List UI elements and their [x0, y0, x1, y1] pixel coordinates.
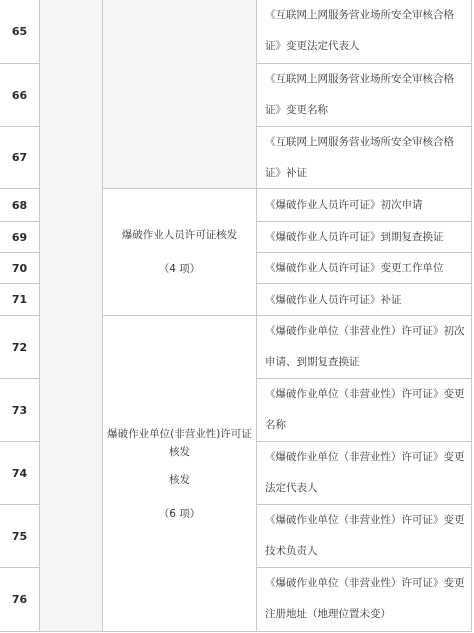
item-cell: 《爆破作业单位（非营业性）许可证》变更法定代表人 — [257, 442, 472, 505]
row-number: 74 — [0, 442, 40, 505]
item-cell: 《爆破作业单位（非营业性）许可证》变更技术负责人 — [257, 505, 472, 568]
item-cell: 《互联网上网服务营业场所安全审核合格证》变更法定代表人 — [257, 0, 472, 64]
row-number: 71 — [0, 284, 40, 316]
group-cell-blasting-personnel — [103, 189, 257, 316]
item-cell: 《爆破作业人员许可证》补证 — [257, 284, 472, 316]
row-number: 75 — [0, 505, 40, 568]
group-title-continued: 核发 — [169, 473, 190, 486]
group-cell-previous — [103, 0, 257, 189]
group-count: （6 项） — [158, 507, 201, 520]
row-number: 69 — [0, 222, 40, 253]
row-number: 72 — [0, 316, 40, 379]
row-number: 70 — [0, 253, 40, 284]
item-cell: 《爆破作业单位（非营业性）许可证》变更名称 — [257, 379, 472, 442]
item-cell: 《爆破作业单位（非营业性）许可证》初次申请、到期复查换证 — [257, 316, 472, 379]
item-cell: 《爆破作业人员许可证》到期复查换证 — [257, 222, 472, 253]
item-cell: 《爆破作业单位（非营业性）许可证》变更注册地址（地理位置未变） — [257, 568, 472, 632]
row-number: 65 — [0, 0, 40, 64]
row-number: 66 — [0, 64, 40, 127]
item-cell: 《爆破作业人员许可证》变更工作单位 — [257, 253, 472, 284]
row-number: 76 — [0, 568, 40, 632]
category-column — [40, 0, 103, 632]
item-cell: 《互联网上网服务营业场所安全审核合格证》变更名称 — [257, 64, 472, 127]
group-count: （4 项） — [158, 263, 201, 275]
row-number: 73 — [0, 379, 40, 442]
group-cell-blasting-unit — [103, 316, 257, 632]
group-title: 爆破作业人员许可证核发 — [121, 229, 238, 241]
group-title: 爆破作业单位(非营业性)许可证核发 — [107, 427, 252, 458]
item-cell: 《互联网上网服务营业场所安全审核合格证》补证 — [257, 127, 472, 189]
item-cell: 《爆破作业人员许可证》初次申请 — [257, 189, 472, 222]
row-number: 68 — [0, 189, 40, 222]
row-number: 67 — [0, 127, 40, 189]
